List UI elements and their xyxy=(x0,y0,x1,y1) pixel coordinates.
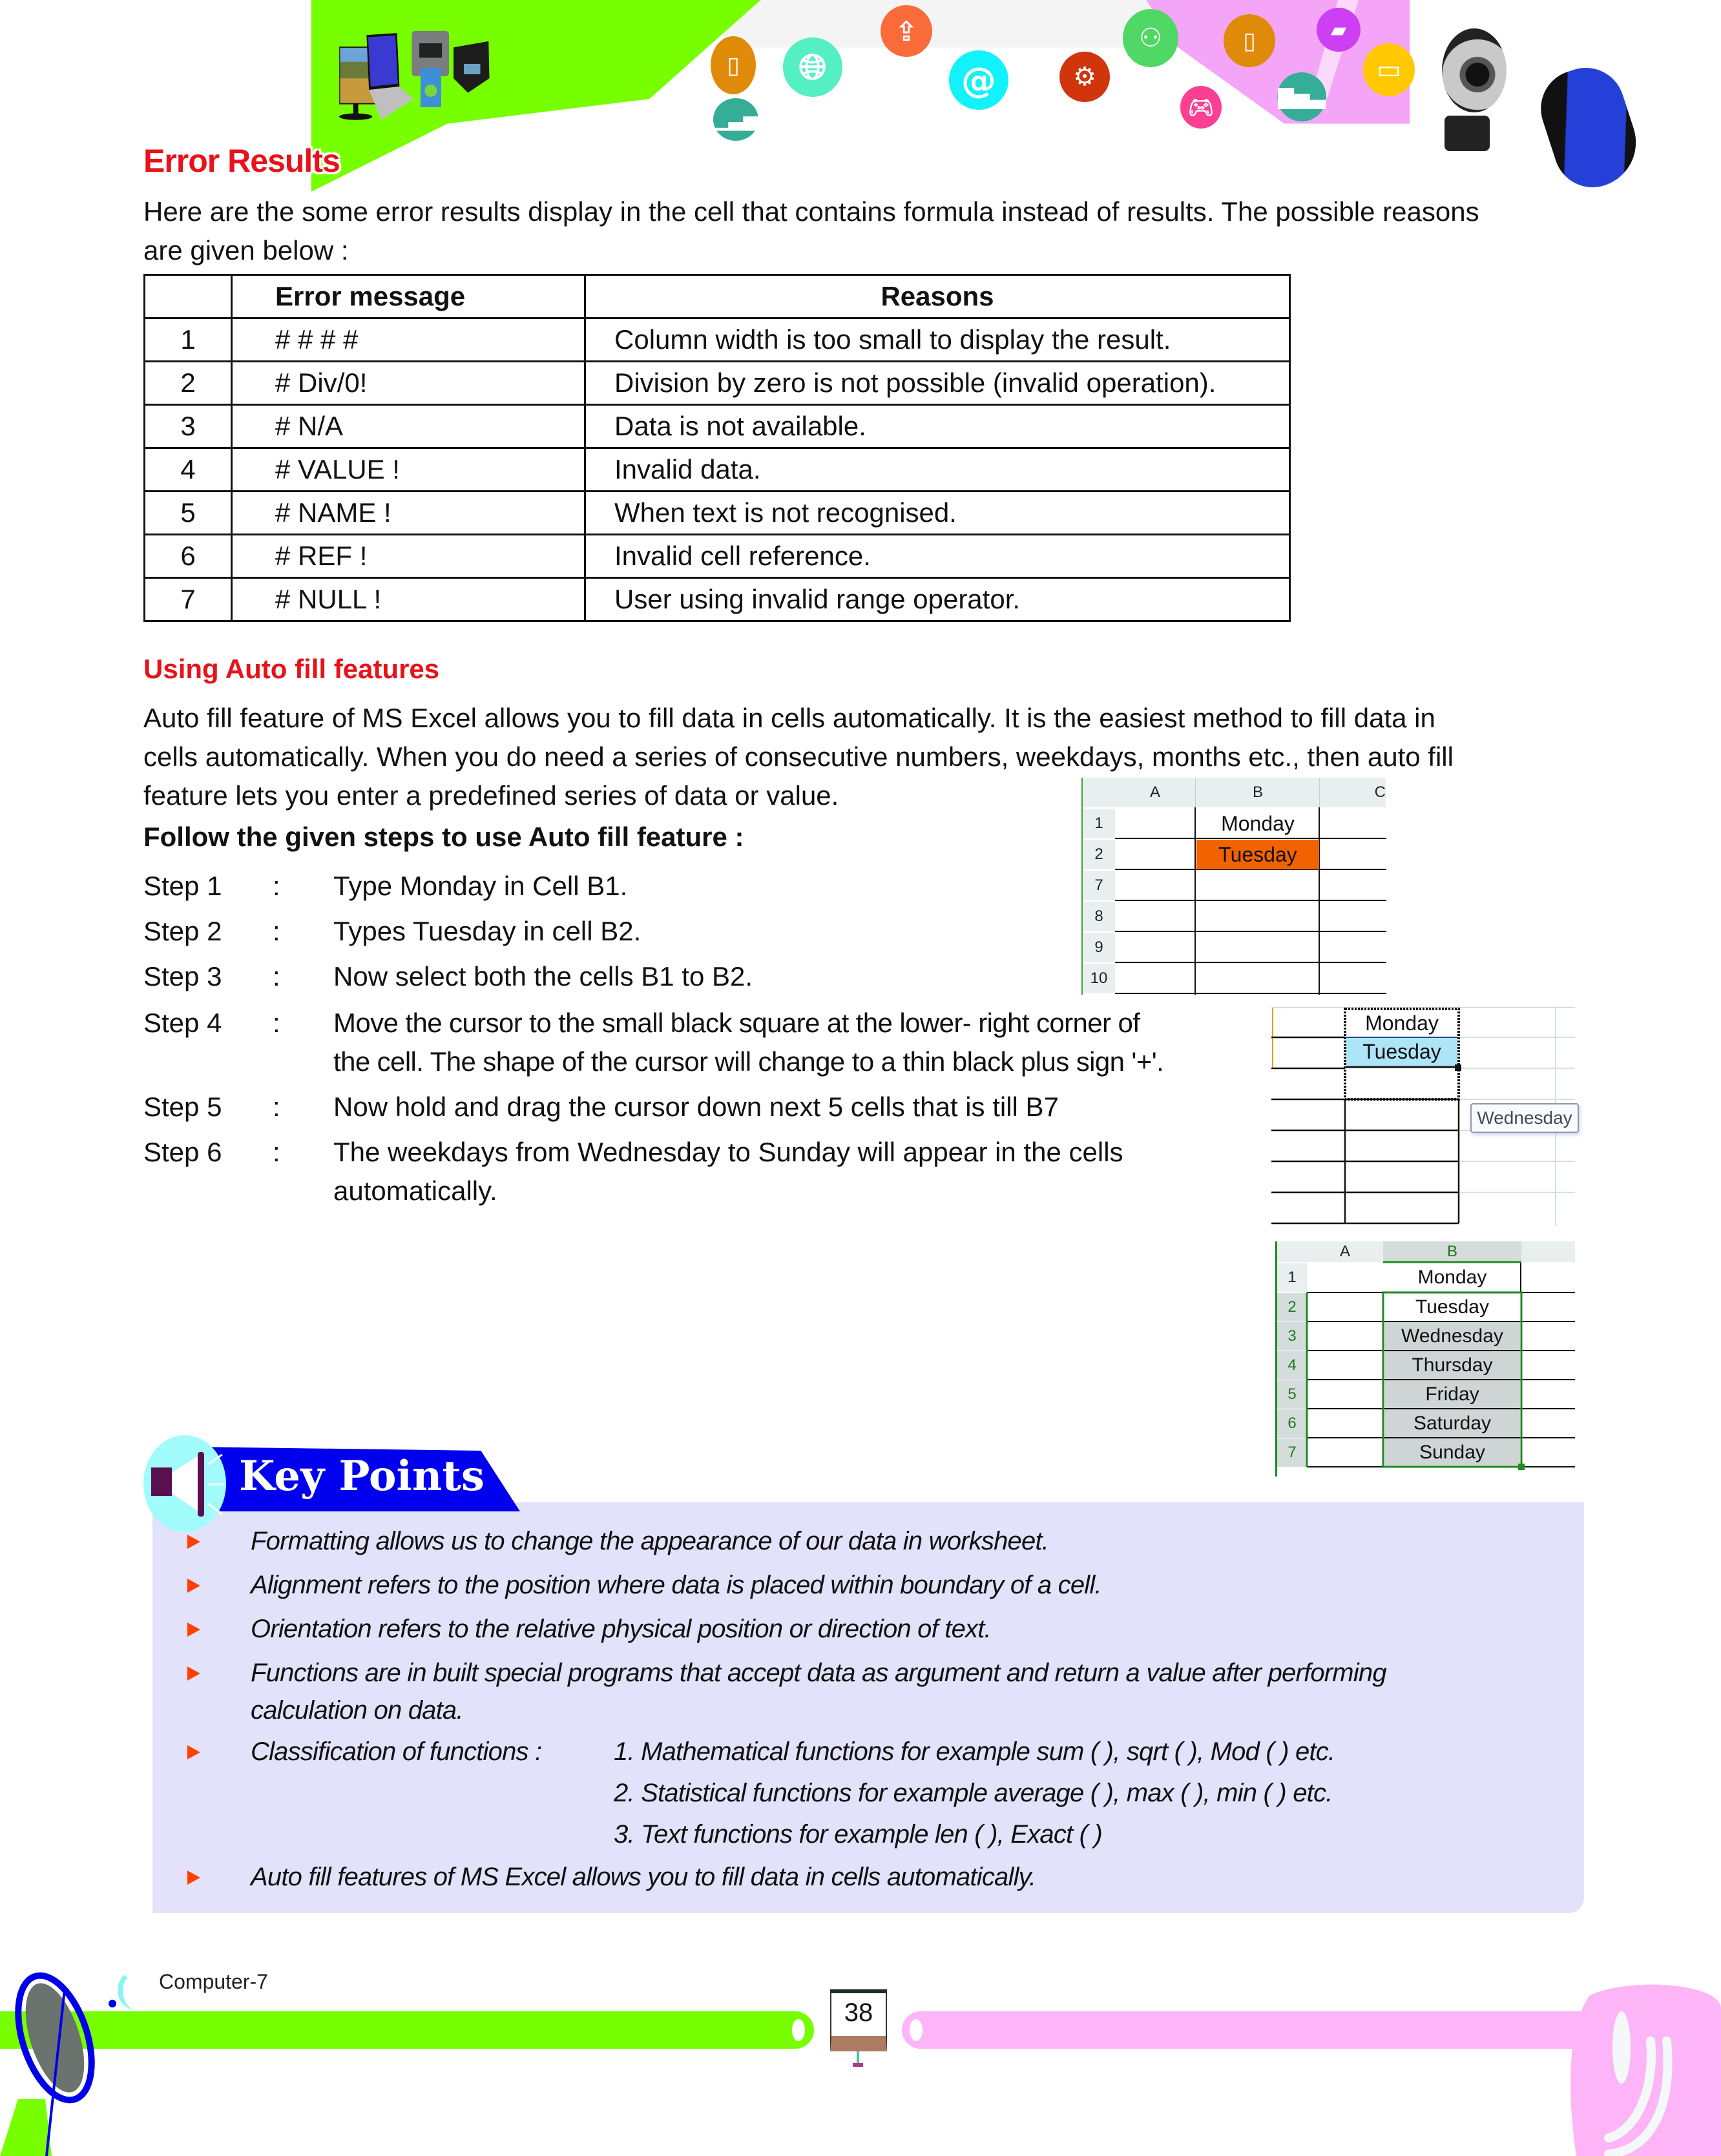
row-header: 3 xyxy=(1277,1322,1307,1351)
reason: Data is not available. xyxy=(585,405,1290,448)
row-header: 5 xyxy=(1277,1380,1307,1409)
gears-icon: ⚙ xyxy=(1059,52,1110,102)
globe-icon: 🌐︎ xyxy=(783,37,842,97)
arrow-bullet-icon xyxy=(187,1622,200,1637)
step-text: The weekdays from Wednesday to Sunday will appear in the cells automatically. xyxy=(333,1137,1123,1206)
cell-b1[interactable]: Monday xyxy=(1365,1011,1439,1035)
decorative-swirl-icon xyxy=(1538,1983,1721,2156)
row-number: 1 xyxy=(145,318,232,362)
key-point-item: Functions are in built special programs that accept data as argument and return a value after performing xyxy=(251,1659,1386,1687)
column-header-b: B xyxy=(1383,1241,1521,1262)
error-message: # Div/0! xyxy=(232,362,585,405)
autofill-tooltip: Wednesday xyxy=(1470,1103,1579,1133)
section-title: Error Results xyxy=(143,143,340,179)
page-stand-base xyxy=(853,2063,863,2067)
autofill-line-1: Auto fill feature of MS Excel allows you to fill data in cells automatically. It is the easiest method to fill data in xyxy=(143,703,1435,733)
column-header-a: A xyxy=(1115,778,1195,807)
intro-line-2: are given below : xyxy=(143,235,349,265)
step-text: Type Monday in Cell B1. xyxy=(333,871,628,901)
reason: User using invalid range operator. xyxy=(585,578,1290,621)
reason: Invalid data. xyxy=(585,448,1290,492)
row-header: 4 xyxy=(1277,1351,1307,1380)
step-colon: : xyxy=(273,1008,280,1038)
step-colon: : xyxy=(273,1137,280,1167)
row-header: 1 xyxy=(1083,809,1115,838)
table-row xyxy=(145,405,1290,448)
key-point-item: Formatting allows us to change the appearance of our data in worksheet. xyxy=(251,1527,1049,1555)
page-stand xyxy=(857,2051,859,2063)
autofill-line-2: cells automatically. When you do need a series of consecutive numbers, weekdays, months etc., then auto fill xyxy=(143,741,1454,772)
cell-b6[interactable]: Saturday xyxy=(1413,1413,1492,1434)
page-number: 38 xyxy=(830,1989,887,2051)
mouse-icon-2: ▯ xyxy=(1224,14,1275,67)
computer-mouse-image xyxy=(1531,57,1648,197)
error-message: # # # # xyxy=(232,318,585,362)
arrow-bullet-icon xyxy=(187,1535,200,1549)
row-header: 8 xyxy=(1083,902,1115,931)
header-error-message: Error message xyxy=(232,275,585,318)
key-point-item-cont: calculation on data. xyxy=(251,1696,463,1725)
table-row xyxy=(145,318,1290,362)
key-point-item: Orientation refers to the relative physical position or direction of text. xyxy=(251,1615,991,1643)
reason: Column width is too small to display the result. xyxy=(585,318,1290,362)
excel-sheet-result xyxy=(1275,1241,1575,1477)
key-point-subitem: 3. Text functions for example len ( ), Exact ( ) xyxy=(614,1820,1102,1849)
megaphone-icon xyxy=(143,1435,226,1532)
excel-sheet-step1 xyxy=(1081,778,1386,995)
step-label: Step 6 xyxy=(143,1137,222,1167)
reason: Invalid cell reference. xyxy=(585,535,1290,578)
excel-sheet-step4 xyxy=(1271,1006,1575,1226)
folder-icon: ▰ xyxy=(1317,8,1361,52)
monitor-icon: ▭ xyxy=(1363,43,1415,96)
step-label: Step 3 xyxy=(143,961,222,991)
satellite-dish-icon xyxy=(0,1964,149,2156)
step-text: Now hold and drag the cursor down next 5 cells that is till B7 xyxy=(333,1092,1059,1122)
row-number: 7 xyxy=(145,578,232,621)
arrow-bullet-icon xyxy=(187,1871,200,1885)
row-number: 2 xyxy=(145,362,232,405)
reason: When text is not recognised. xyxy=(585,492,1290,535)
column-header-a: A xyxy=(1307,1241,1383,1262)
error-message: # N/A xyxy=(232,405,585,448)
error-message: # NULL ! xyxy=(232,578,585,621)
cell-b1[interactable]: Monday xyxy=(1417,1267,1487,1288)
step-text: Types Tuesday in cell B2. xyxy=(333,916,641,946)
step-label: Step 1 xyxy=(143,871,222,901)
row-number: 5 xyxy=(145,492,232,535)
autofill-line-3: feature lets you enter a predefined series of data or value. xyxy=(143,780,839,811)
footer-green-cap xyxy=(792,2019,805,2041)
row-header: 1 xyxy=(1277,1263,1307,1292)
cell-b3[interactable]: Wednesday xyxy=(1401,1325,1503,1347)
header-reasons: Reasons xyxy=(585,275,1290,318)
cell-b2[interactable]: Tuesday xyxy=(1415,1296,1489,1318)
row-header: 7 xyxy=(1083,871,1115,900)
table-row xyxy=(145,578,1290,621)
cell-b4[interactable]: Thursday xyxy=(1412,1354,1493,1376)
footer-pink-cap xyxy=(910,2019,923,2041)
step-text: Now select both the cells B1 to B2. xyxy=(333,961,753,991)
step-text: Move the cursor to the small black square at the lower- right corner of the cell. The shape of the cursor will change to a thin black plus sign '+'. xyxy=(333,1008,1164,1077)
row-header: 10 xyxy=(1083,964,1115,993)
arrow-bullet-icon xyxy=(187,1745,200,1759)
table-row xyxy=(145,448,1290,492)
table-row xyxy=(145,535,1290,578)
error-message: # REF ! xyxy=(232,535,585,578)
column-header-b: B xyxy=(1195,778,1320,807)
row-header: 2 xyxy=(1083,840,1115,869)
step-label: Step 5 xyxy=(143,1092,222,1122)
step-colon: : xyxy=(273,961,280,991)
row-header: 7 xyxy=(1277,1438,1307,1467)
bar-chart-icon: ▇▅▃ xyxy=(1277,72,1326,121)
team-network-icon: ⚇ xyxy=(1123,9,1178,67)
row-header: 9 xyxy=(1083,933,1115,962)
row-number: 3 xyxy=(145,405,232,448)
at-sign-icon: @ xyxy=(949,50,1008,110)
step-label: Step 2 xyxy=(143,916,222,946)
mouse-icon: ▯ xyxy=(711,36,756,94)
key-point-item: Classification of functions : xyxy=(251,1737,542,1766)
intro-line-1: Here are the some error results display in the cell that contains formula instead of results. The possible reasons xyxy=(143,196,1479,227)
step-colon: : xyxy=(273,1092,280,1122)
column-header-c: C xyxy=(1319,778,1386,807)
webcam-image xyxy=(1435,28,1519,155)
arrow-bullet-icon xyxy=(187,1666,200,1681)
corner-cell xyxy=(1083,778,1115,807)
key-points-title: Key Points xyxy=(239,1452,485,1500)
step-label: Step 4 xyxy=(143,1008,222,1038)
table-row xyxy=(145,362,1290,405)
key-point-subitem: 2. Statistical functions for example average ( ), max ( ), min ( ) etc. xyxy=(614,1779,1333,1807)
key-point-item: Auto fill features of MS Excel allows you to fill data in cells automatically. xyxy=(251,1863,1036,1891)
table-header-row xyxy=(145,275,1290,318)
arrow-bullet-icon xyxy=(187,1579,200,1593)
row-number: 6 xyxy=(145,535,232,578)
step-colon: : xyxy=(273,916,280,946)
intro-paragraph xyxy=(143,192,1591,270)
cell-b2[interactable]: Tuesday xyxy=(1362,1039,1441,1063)
step-colon: : xyxy=(273,871,280,901)
upload-icon: ⇪ xyxy=(881,5,932,57)
cell-b5[interactable]: Friday xyxy=(1425,1384,1479,1405)
row-number: 4 xyxy=(145,448,232,492)
growth-chart-icon: ▁▃▅ xyxy=(713,98,758,141)
row-header: 6 xyxy=(1277,1409,1307,1438)
gamepad-icon: 🎮︎ xyxy=(1180,86,1222,129)
error-message: # VALUE ! xyxy=(232,448,585,492)
autofill-heading: Using Auto fill features xyxy=(143,654,440,684)
error-table xyxy=(143,274,1291,622)
book-label: Computer-7 xyxy=(159,1970,268,1993)
cell-b2[interactable]: Tuesday xyxy=(1196,840,1319,869)
steps-heading: Follow the given steps to use Auto fill feature : xyxy=(143,822,744,852)
reason: Division by zero is not possible (invalid operation). xyxy=(585,362,1290,405)
header-index xyxy=(145,275,232,318)
cell-b7[interactable]: Sunday xyxy=(1419,1442,1485,1463)
key-point-item: Alignment refers to the position where data is placed within boundary of a cell. xyxy=(251,1571,1101,1599)
table-row xyxy=(145,492,1290,535)
key-point-subitem: 1. Mathematical functions for example sum ( ), sqrt ( ), Mod ( ) etc. xyxy=(614,1737,1335,1766)
error-message: # NAME ! xyxy=(232,492,585,535)
cell-b1[interactable]: Monday xyxy=(1221,811,1295,835)
row-header: 2 xyxy=(1277,1293,1307,1322)
